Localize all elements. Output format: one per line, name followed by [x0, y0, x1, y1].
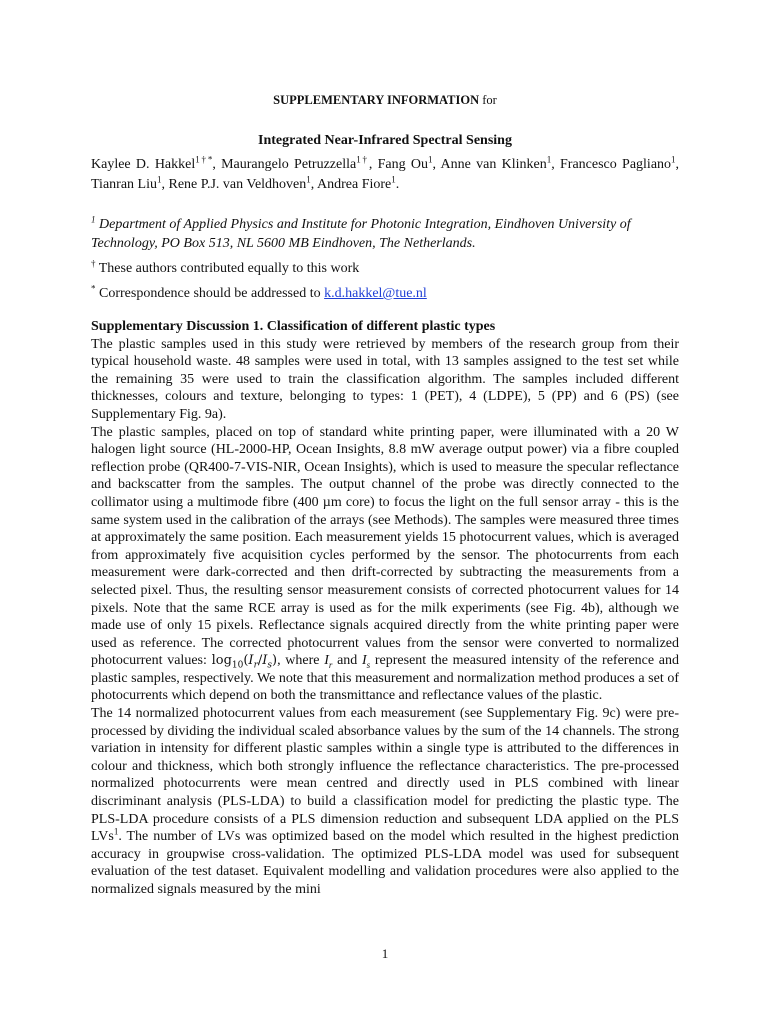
author-list — [91, 155, 679, 195]
author-affil-mark: 1† — [356, 154, 369, 165]
author-name: , Fang Ou — [368, 157, 428, 172]
paragraph-text: The 14 normalized photocurrent values from each measurement (see Supplementary Fig. 9c) were pre-processed by dividing the individual scaled absorbance values by the sum of the 14 channels. The strong variation in intensity for different plastic samples within a single type is attributed to the differences in colour and thickness, which both strongly influence the reflectance characteristics. The pre-processed normalized photocurrents were mean centred and directly used in PLS combined with linear discriminant analysis (PLS-LDA) to build a classification model for predicting the plastic type. The PLS-LDA procedure consists of a PLS dimension reduction and subsequent LDA applied on the PLS LVs — [91, 706, 679, 845]
supplementary-header — [91, 92, 679, 108]
author-affil-mark: 1 — [428, 154, 433, 165]
normalization-formula — [211, 653, 278, 671]
inline-subscript: s — [366, 660, 371, 671]
math-subscript: r — [253, 660, 258, 671]
math-paren: ( — [243, 653, 249, 669]
paragraph-text: represent the measured intensity of the reference and plastic samples, respectively. We note that this measurement and normalization method produces a set of photocurrents which depend on both the transmittance and reflectance values of the plastic. — [91, 653, 680, 704]
paragraph-measurement — [91, 424, 679, 706]
affiliation-text: Department of Applied Physics and Institute for Photonic Integration, Eindhoven University of Technology, PO Box 513, NL 5600 MB Eindhoven, The Netherlands. — [91, 217, 631, 251]
paper-title: Integrated Near-Infrared Spectral Sensing — [258, 133, 512, 148]
author-name: , Rene P.J. van Veldhoven — [161, 177, 307, 192]
equal-contribution-note — [91, 259, 679, 278]
supplementary-for: for — [479, 93, 497, 107]
paragraph-classification — [91, 705, 679, 899]
paragraph-samples: The plastic samples used in this study were retrieved by members of the research group from their typical household waste. 48 samples were used in total, with 13 samples assigned to the test set while the remaining 35 were used to train the classification algorithm. The samples included different thicknesses, colours and texture, belonging to types: 1 (PET), 4 (LDPE), 5 (PP) and 6 (PS) (see Supplementary Fig. 9a). — [91, 336, 679, 422]
citation-mark: 1 — [113, 826, 119, 837]
math-log: log — [211, 653, 232, 669]
affiliation — [91, 215, 679, 253]
paragraph-text: The plastic samples, placed on top of standard white printing paper, were illuminated with a 20 W halogen light source (HL-2000-HP, Ocean Insights, 8.8 mW average output power) via a fibre coupled reflection probe (QR400-7-VIS-NIR, Ocean Insights), which is used to measure the specular reflectance and backscatter from the samples. The output channel of the probe was directly connected to the collimator using a multimode fibre (400 µm core) to focus the light on the full sensor array - this is the same system used in the calibration of the arrays (see Methods). The samples were measured three times at approximately the same position. Each measurement yields 15 photocurrent values, which is averaged from approximately five acquisition cycles performed by the sensor. The photocurrents from each measurement were dark-corrected and then drift-corrected by subtracting the measurements from a selected pixel. Thus, the resulting sensor measurement consists of corrected photocurrent values for 14 pixels. Note that the same RCE array is used as for the milk experiments (see Fig. 4b), although we made use of only 15 pixels. Reflectance signals acquired directly from the white printing paper were used as reference. The corrected photocurrent values from the sensor were converted to normalized photocurrent values: — [91, 424, 679, 669]
author-affil-mark: 1 — [306, 174, 311, 185]
affiliation-mark: 1 — [91, 214, 96, 225]
author-list-end: . — [395, 177, 400, 192]
math-log-base: 10 — [231, 660, 244, 671]
author-affil-mark: 1 — [391, 174, 396, 185]
author-affil-mark: 1 — [156, 174, 162, 185]
author-affil-mark: 1†* — [195, 154, 213, 165]
author-name: Kaylee D. Hakkel — [91, 157, 196, 172]
paragraph-text: . The number of LVs was optimized based on the model which resulted in the highest prediction accuracy in groupwise cross-validation. The optimized PLS-LDA model was used for subsequent evaluation of the test dataset. Equivalent modelling and validation procedures were also applied to the normalized signals measured by the mini — [91, 829, 679, 897]
email-link[interactable]: k.d.hakkel@tue.nl — [324, 286, 427, 301]
author-name: , Anne van Klinken — [432, 157, 547, 172]
section-heading: Supplementary Discussion 1. Classification of different plastic types — [91, 319, 496, 334]
math-var: I — [262, 653, 268, 669]
math-var: I — [248, 653, 254, 669]
correspondence-note — [91, 284, 679, 303]
author-name: , Andrea Fiore — [310, 177, 392, 192]
inline-subscript: r — [328, 660, 333, 671]
supplementary-discussion — [91, 318, 679, 899]
dagger-mark: † — [91, 258, 96, 269]
author-name: , Maurangelo Petruzzella — [212, 157, 357, 172]
asterisk-mark: * — [91, 283, 96, 294]
page-number: 1 — [381, 946, 389, 961]
supplementary-label: SUPPLEMENTARY INFORMATION — [273, 93, 480, 107]
math-paren: ) — [272, 653, 278, 669]
paragraph-text: and — [332, 653, 362, 669]
math-slash: / — [257, 653, 263, 669]
math-subscript: s — [267, 660, 273, 671]
author-name: , Francesco Pagliano — [551, 157, 672, 172]
author-affil-mark: 1 — [671, 154, 676, 165]
author-affil-mark: 1 — [546, 154, 552, 165]
paragraph-text: , where — [277, 653, 325, 669]
correspondence-text: Correspondence should be addressed to — [95, 286, 325, 301]
author-name: , Tianran Liu — [91, 157, 680, 192]
inline-var: I — [324, 653, 329, 669]
equal-contribution-text: These authors contributed equally to this work — [95, 261, 360, 276]
inline-var: I — [362, 653, 367, 669]
